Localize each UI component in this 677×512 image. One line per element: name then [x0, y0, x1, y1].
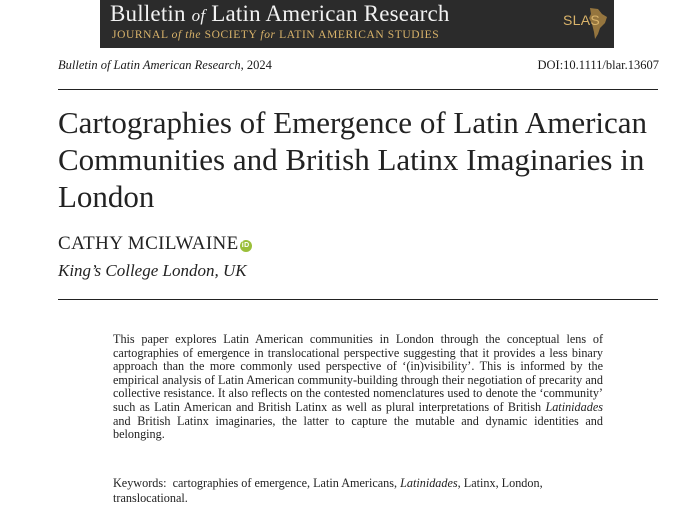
doi[interactable]: DOI:10.1111/blar.13607: [537, 58, 659, 72]
abstract-text-1: This paper explores Latin American communities in London through the conceptual lens of cartographies of emergence in translocational perspective suggesting that it provides a less binary approach than the more commonly used perspective of ‘(in)visibility’. This is informed by the empirical analysis of Latin American community-building through their negotiation of precarity and collective resistance. It also reflects on the contested nomenclatures used to denote the ‘community’ such as Latin American and British Latinx as well as plural interpretations of British: [113, 332, 603, 414]
journal-name: Bulletin of Latin American Research: [58, 58, 241, 72]
author-name: CATHY MCILWAINE: [58, 233, 239, 254]
abstract: [113, 333, 603, 442]
banner-title-main: Bulletin: [110, 1, 192, 26]
banner-sub-for: for: [260, 29, 276, 41]
journal-year: , 2024: [240, 58, 272, 72]
affiliation: King’s College London, UK: [58, 261, 247, 280]
banner-sub-b: SOCIETY: [201, 29, 261, 41]
banner-subtitle: [112, 29, 439, 41]
journal-banner: [100, 0, 614, 48]
keywords-text-2: , Latinx, London, translocational.: [113, 476, 543, 505]
journal-citation: [58, 58, 272, 73]
keywords-text-1: cartographies of emergence, Latin Americans,: [166, 476, 401, 490]
keywords: [113, 476, 603, 506]
orcid-icon[interactable]: iD: [240, 240, 252, 252]
article-title: Cartographies of Emergence of Latin American Communities and British Latinx Imaginaries in London: [58, 105, 648, 214]
abstract-text-2: and British Latinx imaginaries, the latter to capture the mutable and dynamic identities and belonging.: [113, 413, 603, 442]
banner-sub-of-the: of the: [171, 29, 202, 41]
abstract-italic: Latinidades: [545, 399, 603, 414]
banner-sub-c: LATIN AMERICAN STUDIES: [275, 29, 440, 41]
keywords-italic: Latinidades: [400, 476, 458, 490]
banner-title-of: of: [191, 6, 206, 25]
author-line: [58, 233, 252, 255]
top-divider: [58, 89, 658, 90]
keywords-label: Keywords:: [113, 476, 167, 490]
banner-title: [110, 1, 450, 27]
banner-sub-a: JOURNAL: [112, 29, 172, 41]
slas-logo: SLAS: [563, 12, 600, 28]
banner-title-rest: Latin American Research: [205, 1, 450, 26]
bottom-divider: [58, 299, 658, 300]
